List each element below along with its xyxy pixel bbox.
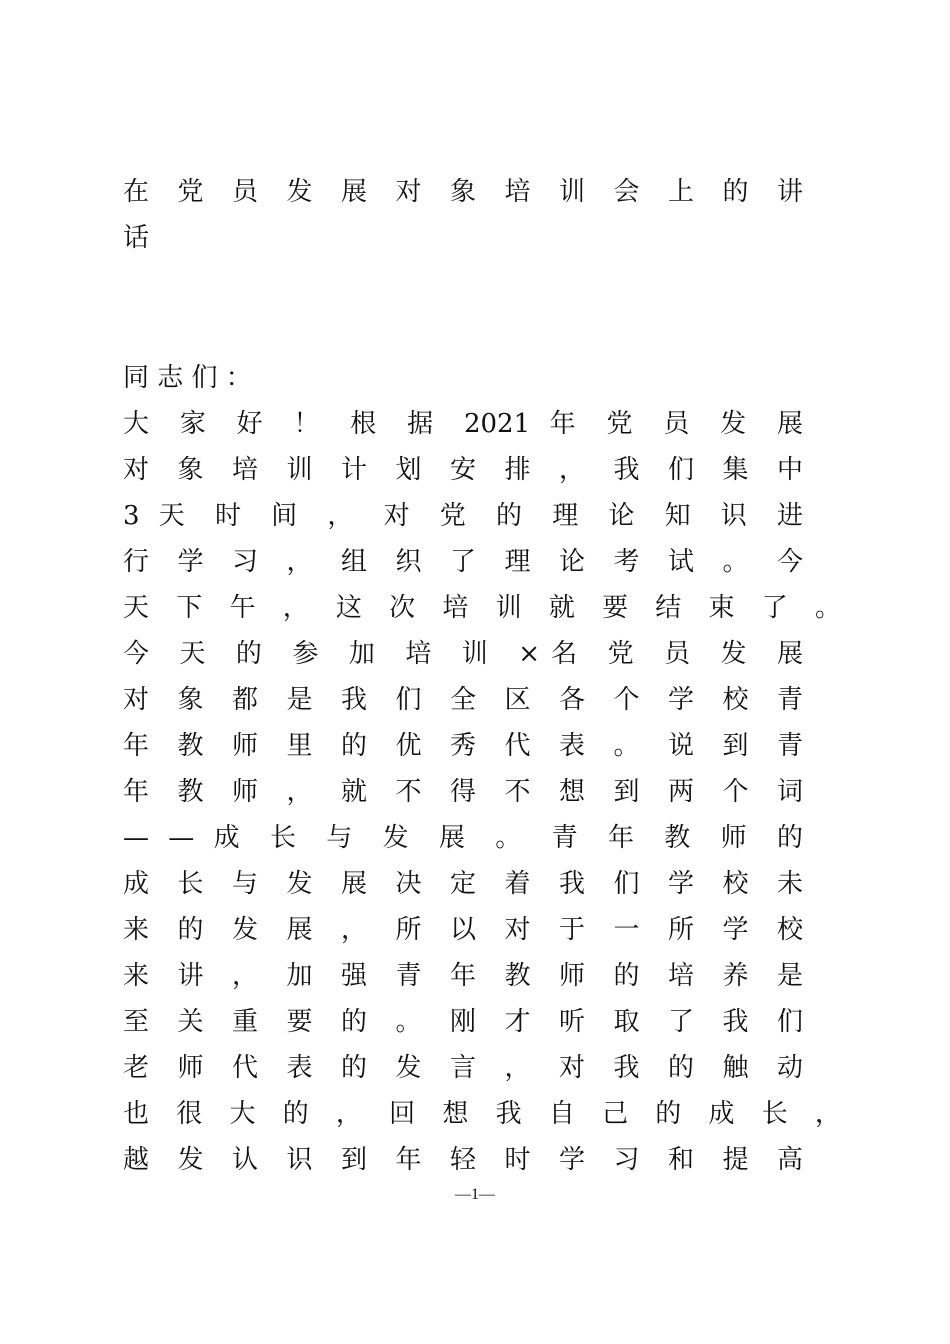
body-line: 3 天 时 间 ， 对 党 的 理 论 知 识 进 [123,501,803,531]
body-line: 至 关 重 要 的 。 刚 才 听 取 了 我 们 [123,1007,803,1037]
body-line: 今 天 的 参 加 培 训 ×名 党 员 发 展 [123,639,803,669]
body-line: 行 学 习 ， 组 织 了 理 论 考 试 。 今 [123,547,803,577]
body-line: 成 长 与 发 展 决 定 着 我 们 学 校 未 [123,869,803,899]
body-line: 越 发 认 识 到 年 轻 时 学 习 和 提 高 [123,1145,803,1175]
body-line: 天 下 午 ， 这 次 培 训 就 要 结 束 了 。 [123,593,841,623]
body-line: 来 讲 ， 加 强 青 年 教 师 的 培 养 是 [123,961,803,991]
page-number: —1— [455,1186,495,1203]
body-line: 对 象 都 是 我 们 全 区 各 个 学 校 青 [123,685,803,715]
body-line: 也 很 大 的 ， 回 想 我 自 己 的 成 长 ， [123,1099,841,1129]
body-line: 大 家 好 ！ 根 据 2021 年 党 员 发 展 [123,409,803,439]
body-line: 老 师 代 表 的 发 言 ， 对 我 的 触 动 [123,1053,803,1083]
body-line: 对 象 培 训 计 划 安 排 ， 我 们 集 中 [123,455,803,485]
body-line: 年 教 师 ， 就 不 得 不 想 到 两 个 词 [123,777,803,807]
salutation: 同 志 们 ： [123,363,252,393]
body-line: — — 成 长 与 发 展 。 青 年 教 师 的 [123,823,803,853]
body-line: 来 的 发 展 ， 所 以 对 于 一 所 学 校 [123,915,803,945]
document-title-line-2: 话 [123,223,150,253]
document-title-line-1: 在 党 员 发 展 对 象 培 训 会 上 的 讲 [123,177,803,207]
body-line: 年 教 师 里 的 优 秀 代 表 。 说 到 青 [123,731,803,761]
